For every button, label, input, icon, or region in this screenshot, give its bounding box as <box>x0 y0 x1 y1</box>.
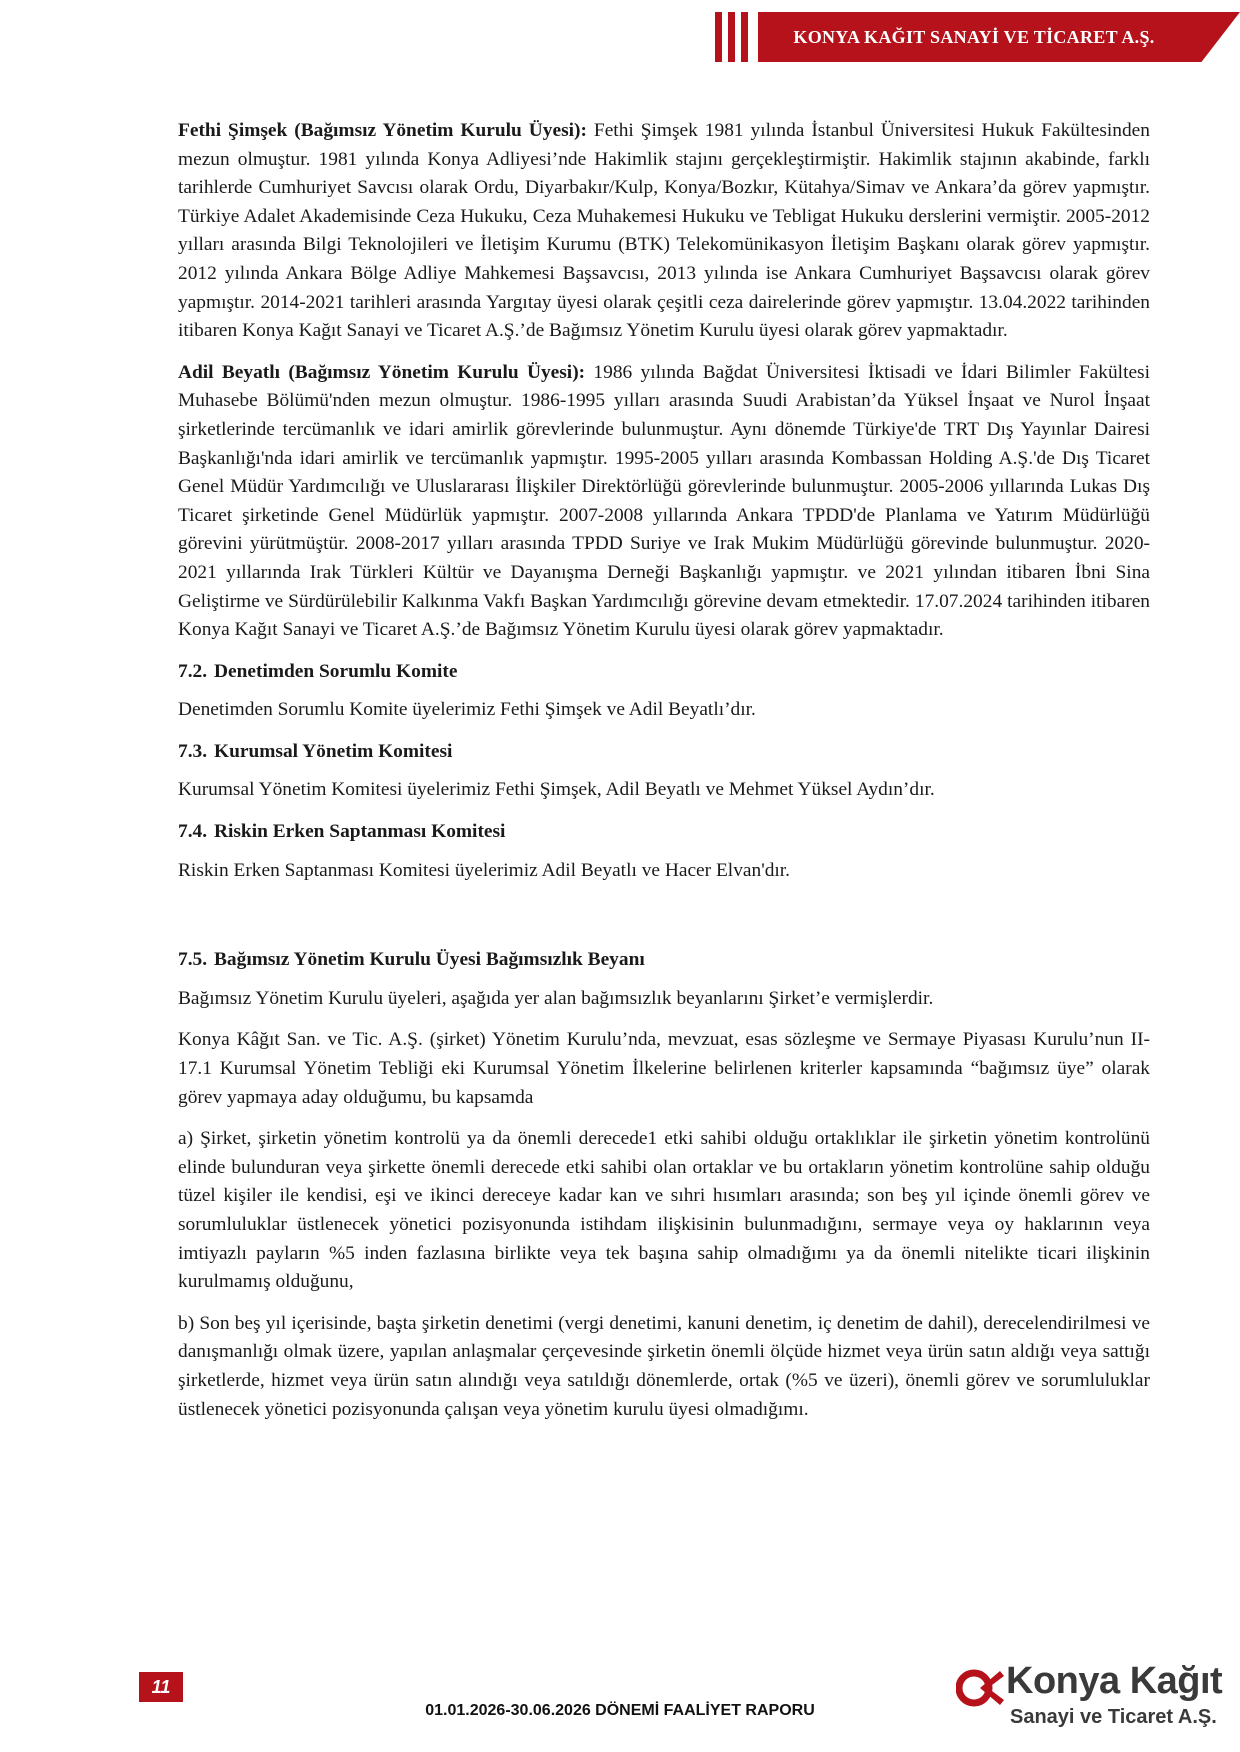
section-title: Bağımsız Yönetim Kurulu Üyesi Bağımsızlık Beyanı <box>214 949 645 971</box>
page-number: 11 <box>139 1672 183 1702</box>
section-heading-7-4 <box>178 818 1150 847</box>
section-spacer <box>178 898 1150 946</box>
section-intro-7-5: Bağımsız Yönetim Kurulu üyeleri, aşağıda yer alan bağımsızlık beyanlarını Şirket’e vermişlerdir. <box>178 987 934 1009</box>
konya-kagit-logo-mark-icon <box>956 1668 1004 1708</box>
header-decorative-bars <box>715 12 755 62</box>
section-heading-7-5 <box>178 946 1150 975</box>
bio-adil-beyatli <box>178 359 1150 645</box>
section-title: Kurumsal Yönetim Komitesi <box>214 740 453 762</box>
company-logo <box>956 1660 1223 1740</box>
document-body <box>178 117 1150 1437</box>
section-number: 7.5. <box>178 949 208 971</box>
logo-subtitle: Sanayi ve Ticaret A.Ş. <box>1010 1706 1217 1728</box>
section-text-7-2: Denetimden Sorumlu Komite üyelerimiz Fethi Şimşek ve Adil Beyatlı’dır. <box>178 699 756 721</box>
section-number: 7.4. <box>178 821 208 843</box>
section-heading-7-3 <box>178 738 1150 767</box>
section-number: 7.3. <box>178 740 208 762</box>
bio-text: Fethi Şimşek 1981 yılında İstanbul Üniversitesi Hukuk Fakültesinden mezun olmuştur. 1981 yılında Konya Adliyesi’nde Hakimlik stajını gerçekleştirmiştir. Hakimlik stajının akabinde, farklı tarihlerde Cumhuriyet Savcısı olarak Ordu, Diyarbakır/Kulp, Konya/Bozkır, Kütahya/Simav ve Ankara’da görev yapmıştır. Türkiye Adalet Akademisinde Ceza Hukuku, Ceza Muhakemesi Hukuku ve Tebligat Hukuku derslerini vermiştir. 2005-2012 yılları arasında Bilgi Teknolojileri ve İletişim Kurumu (BTK) Telekomünikasyon İletişim Başkanı olarak görev yapmıştır. 2012 yılında Ankara Bölge Adliye Mahkemesi Başsavcısı, 2013 yılında ise Ankara Cumhuriyet Başsavcısı olarak görev yapmıştır. 2014-2021 tarihleri arasında Yargıtay üyesi olarak çeşitli ceza dairelerinde görev yapmıştır. 13.04.2022 tarihinden itibaren Konya Kağıt Sanayi ve Ticaret A.Ş.’de Bağımsız Yönetim Kurulu üyesi olarak görev yapmaktadır. <box>178 120 1150 342</box>
section-text-7-4: Riskin Erken Saptanması Komitesi üyelerimiz Adil Beyatlı ve Hacer Elvan'dır. <box>178 859 791 881</box>
section-number: 7.2. <box>178 660 208 682</box>
section-title: Riskin Erken Saptanması Komitesi <box>214 821 506 843</box>
bio-name: Fethi Şimşek (Bağımsız Yönetim Kurulu Üyesi): <box>178 120 587 141</box>
declaration-item-a: a) Şirket, şirketin yönetim kontrolü ya da önemli derecede1 etki sahibi olduğu ortaklıklar ile şirketin yönetim kontrolünü elinde bulunduran veya şirkette önemli derecede etki sahibi olan ortaklar ve bu ortakların yönetim kontrolüne sahip olduğu tüzel kişiler ile kendisi, eşi ve ikinci dereceye kadar kan ve sıhri hısımları arasında; son beş yıl içinde önemli görev ve sorumluluklar üstlenecek yönetici pozisyonunda istihdam ilişkisinin bulunmadığını, sermaye veya oy haklarının veya imtiyazlı payların %5 inden fazlasına birlikte veya tek başına sahip olmadığımı ya da önemli nitelikte ticari ilişkinin kurulmamış olduğunu, <box>178 1128 1150 1293</box>
declaration-item-b: b) Son beş yıl içerisinde, başta şirketin denetimi (vergi denetimi, kanuni denetim, iç denetim de dahil), derecelendirilmesi ve danışmanlığı olmak üzere, yapılan anlaşmalar çerçevesinde şirketin önemli ölçüde hizmet veya ürün satın aldığı veya sattığı şirketlerde, hizmet veya ürün satın alındığı veya satıldığı dönemlerde, ortak (%5 ve üzeri), önemli görev ve sorumluluklar üstlenecek yönetici pozisyonunda çalışan veya yönetim kurulu üyesi olmadığımı. <box>178 1312 1150 1420</box>
bio-name: Adil Beyatlı (Bağımsız Yönetim Kurulu Üyesi): <box>178 361 586 383</box>
header-company-title: KONYA KAĞIT SANAYİ VE TİCARET A.Ş. <box>793 27 1155 47</box>
report-period: 01.01.2026-30.06.2026 DÖNEMİ FAALİYET RAPORU <box>425 1702 815 1719</box>
section-heading-7-2 <box>178 658 1150 687</box>
section-text-7-3: Kurumsal Yönetim Komitesi üyelerimiz Fethi Şimşek, Adil Beyatlı ve Mehmet Yüksel Aydın’dır. <box>178 779 935 801</box>
bio-text: 1986 yılında Bağdat Üniversitesi İktisadi ve İdari Bilimler Fakültesi Muhasebe Bölümü'nden mezun olmuştur. 1986-1995 yılları arasında Suudi Arabistan’da Yüksel İnşaat ve Nurol İnşaat şirketlerinde tercümanlık ve idari amirlik görevlerinde bulunmuştur. Aynı dönemde Türkiye'de TRT Dış Yayınlar Dairesi Başkanlığı'nda idari amirlik ve tercümanlık yapmıştır. 1995-2005 yılları arasında Kombassan Holding A.Ş.'de Dış Ticaret Genel Müdür Yardımcılığı ve Uluslararası İlişkiler Direktörlüğü görevlerinde bulunmuştur. 2005-2006 yıllarında Lukas Dış Ticaret şirketinde Genel Müdürlük yapmıştır. 2007-2008 yıllarında Ankara TPDD'de Planlama ve Yatırım Müdürlüğü görevini yürütmüştür. 2008-2017 yılları arasında TPDD Suriye ve Irak Mukim Müdürlüğü görevinde bulunmuştur. 2020-2021 yıllarında Irak Türkleri Kültür ve Dayanışma Derneği Başkanlığı yapmıştır. ve 2021 yılından itibaren İbni Sina Geliştirme ve Sürdürülebilir Kalkınma Vakfı Başkan Yardımcılığı görevine devam etmektedir. 17.07.2024 tarihinden itibaren Konya Kağıt Sanayi ve Ticaret A.Ş.’de Bağımsız Yönetim Kurulu üyesi olarak görev yapmaktadır. <box>178 361 1150 641</box>
logo-name: Konya Kağıt <box>1006 1660 1223 1702</box>
bio-fethi-simsek <box>178 117 1150 346</box>
section-title: Denetimden Sorumlu Komite <box>214 660 458 682</box>
declaration-paragraph: Konya Kâğıt San. ve Tic. A.Ş. (şirket) Yönetim Kurulu’nda, mevzuat, esas sözleşme ve Sermaye Piyasası Kurulu’nun II-17.1 Kurumsal Yönetim Tebliği eki Kurumsal Yönetim İlkelerine belirlenen kriterler kapsamında “bağımsız üye” olarak görev yapmaya aday olduğumu, bu kapsamda <box>178 1029 1150 1108</box>
